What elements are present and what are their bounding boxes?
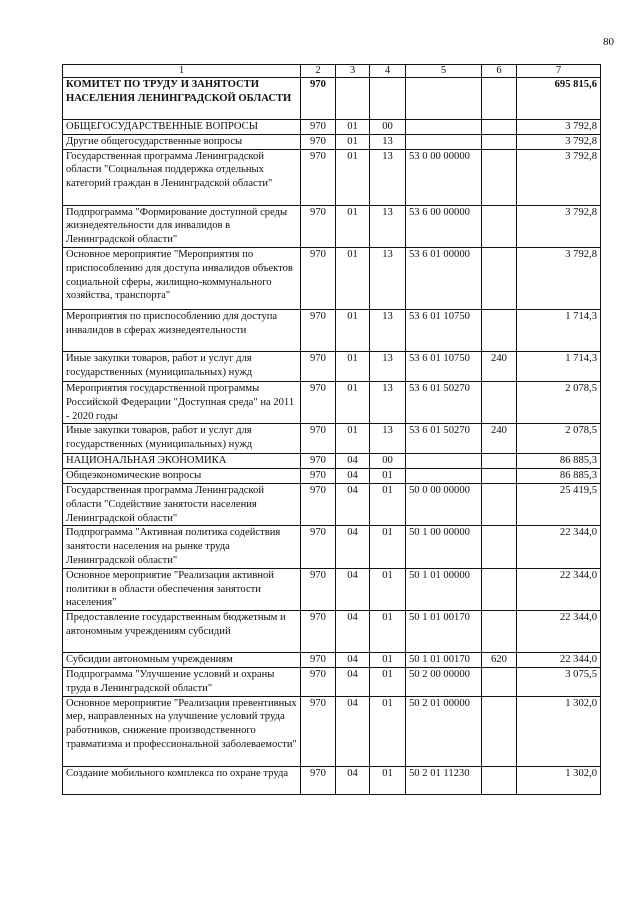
row-expense-type-cell [482,483,517,525]
table-row [63,149,601,205]
column-header: 5 [406,65,482,78]
row-expense-type-cell: 240 [482,424,517,454]
row-section-cell: 04 [336,653,370,668]
row-name-cell: Предоставление государственным бюджетным и автономным учреждениям субсидий [63,611,301,653]
row-section-cell: 01 [336,424,370,454]
row-expense-type-cell [482,696,517,766]
row-sum-cell: 3 792,8 [517,134,601,149]
row-grbs-cell: 970 [301,568,336,610]
row-name-cell: Государственная программа Ленинградской области "Социальная поддержка отдельных категорий граждан в Ленинградской области" [63,149,301,205]
budget-table [62,64,601,795]
row-name-cell: Иные закупки товаров, работ и услуг для государственных (муниципальных) нужд [63,424,301,454]
row-subsection-cell: 01 [370,667,406,696]
row-sum-cell: 1 302,0 [517,696,601,766]
row-expense-type-cell [482,247,517,309]
row-subsection-cell: 01 [370,568,406,610]
row-grbs-cell: 970 [301,469,336,484]
table-row [63,667,601,696]
table-row [63,120,601,135]
row-target-article-cell [406,120,482,135]
row-name-cell: Общеэкономические вопросы [63,469,301,484]
row-name-cell: Подпрограмма "Активная политика содействия занятости населения на рынке труда Ленинградской области" [63,526,301,568]
row-target-article-cell: 50 1 01 00170 [406,653,482,668]
table-row [63,568,601,610]
row-name-cell: Другие общегосударственные вопросы [63,134,301,149]
row-subsection-cell: 13 [370,351,406,381]
row-grbs-cell: 970 [301,134,336,149]
row-expense-type-cell [482,381,517,423]
row-section-cell: 04 [336,696,370,766]
row-target-article-cell: 50 2 01 11230 [406,766,482,794]
row-expense-type-cell [482,78,517,120]
column-header: 7 [517,65,601,78]
row-target-article-cell: 50 1 01 00170 [406,611,482,653]
row-expense-type-cell [482,766,517,794]
row-grbs-cell: 970 [301,611,336,653]
row-grbs-cell: 970 [301,667,336,696]
row-grbs-cell: 970 [301,766,336,794]
row-section-cell: 01 [336,205,370,247]
row-grbs-cell: 970 [301,424,336,454]
row-section-cell: 04 [336,454,370,469]
table-row [63,696,601,766]
table-row [63,351,601,381]
row-expense-type-cell [482,469,517,484]
row-expense-type-cell: 240 [482,351,517,381]
row-target-article-cell: 50 2 01 00000 [406,696,482,766]
table-row [63,766,601,794]
row-expense-type-cell: 620 [482,653,517,668]
column-number-row [63,65,601,78]
row-target-article-cell: 50 2 00 00000 [406,667,482,696]
row-name-cell: ОБЩЕГОСУДАРСТВЕННЫЕ ВОПРОСЫ [63,120,301,135]
row-subsection-cell: 13 [370,205,406,247]
table-row [63,611,601,653]
row-sum-cell: 86 885,3 [517,454,601,469]
row-grbs-cell: 970 [301,653,336,668]
row-grbs-cell: 970 [301,381,336,423]
row-section-cell: 04 [336,469,370,484]
column-header: 1 [63,65,301,78]
row-grbs-cell: 970 [301,454,336,469]
column-header: 6 [482,65,517,78]
row-subsection-cell: 00 [370,454,406,469]
row-target-article-cell [406,469,482,484]
row-target-article-cell [406,78,482,120]
row-sum-cell: 22 344,0 [517,526,601,568]
row-grbs-cell: 970 [301,120,336,135]
row-sum-cell: 25 419,5 [517,483,601,525]
row-target-article-cell: 53 6 01 00000 [406,247,482,309]
table-row [63,247,601,309]
table-row [63,205,601,247]
row-name-cell: Создание мобильного комплекса по охране труда [63,766,301,794]
row-name-cell: Иные закупки товаров, работ и услуг для государственных (муниципальных) нужд [63,351,301,381]
row-name-cell: Подпрограмма "Формирование доступной среды жизнедеятельности для инвалидов в Ленинградской области" [63,205,301,247]
row-sum-cell: 3 792,8 [517,247,601,309]
table-row [63,424,601,454]
column-header: 3 [336,65,370,78]
row-expense-type-cell [482,205,517,247]
row-sum-cell: 22 344,0 [517,611,601,653]
row-grbs-cell: 970 [301,205,336,247]
row-target-article-cell: 53 6 01 50270 [406,424,482,454]
row-name-cell: Основное мероприятие "Мероприятия по приспособлению для доступа инвалидов объектов социальной сферы, жилищно-коммунального хозяйства, транспорта" [63,247,301,309]
row-section-cell: 01 [336,381,370,423]
row-sum-cell: 695 815,6 [517,78,601,120]
row-grbs-cell: 970 [301,351,336,381]
row-name-cell: Субсидии автономным учреждениям [63,653,301,668]
row-section-cell: 01 [336,247,370,309]
table-body [63,78,601,795]
row-grbs-cell: 970 [301,309,336,351]
row-section-cell: 01 [336,309,370,351]
table-row [63,483,601,525]
row-grbs-cell: 970 [301,247,336,309]
row-section-cell: 04 [336,526,370,568]
row-subsection-cell: 01 [370,611,406,653]
row-sum-cell: 1 302,0 [517,766,601,794]
row-section-cell: 04 [336,667,370,696]
row-section-cell: 01 [336,351,370,381]
row-expense-type-cell [482,309,517,351]
row-target-article-cell: 53 6 01 10750 [406,309,482,351]
table-row [63,78,601,120]
row-subsection-cell: 01 [370,653,406,668]
row-subsection-cell: 13 [370,424,406,454]
row-subsection-cell: 13 [370,134,406,149]
row-name-cell: НАЦИОНАЛЬНАЯ ЭКОНОМИКА [63,454,301,469]
page-number: 80 [603,36,614,48]
row-sum-cell: 3 792,8 [517,120,601,135]
table-row [63,469,601,484]
row-section-cell: 01 [336,134,370,149]
row-grbs-cell: 970 [301,696,336,766]
row-sum-cell: 86 885,3 [517,469,601,484]
row-subsection-cell: 13 [370,247,406,309]
row-name-cell: Мероприятия государственной программы Российской Федерации "Доступная среда" на 2011 - 2020 годы [63,381,301,423]
row-section-cell [336,78,370,120]
table-row [63,526,601,568]
row-expense-type-cell [482,526,517,568]
row-name-cell: Подпрограмма "Улучшение условий и охраны труда в Ленинградской области" [63,667,301,696]
row-sum-cell: 2 078,5 [517,424,601,454]
row-sum-cell: 2 078,5 [517,381,601,423]
column-header: 4 [370,65,406,78]
row-name-cell: Государственная программа Ленинградской области "Содействие занятости населения Ленинградской области" [63,483,301,525]
row-grbs-cell: 970 [301,78,336,120]
row-expense-type-cell [482,134,517,149]
row-expense-type-cell [482,454,517,469]
row-sum-cell: 22 344,0 [517,653,601,668]
table-row [63,653,601,668]
row-sum-cell: 3 075,5 [517,667,601,696]
row-name-cell: Основное мероприятие "Реализация превентивных мер, направленных на улучшение условий труда работников, снижение производственного травматизма и профессиональной заболеваемости" [63,696,301,766]
row-grbs-cell: 970 [301,149,336,205]
row-section-cell: 04 [336,483,370,525]
row-section-cell: 01 [336,149,370,205]
table-row [63,134,601,149]
row-expense-type-cell [482,667,517,696]
row-grbs-cell: 970 [301,483,336,525]
row-sum-cell: 3 792,8 [517,205,601,247]
row-subsection-cell: 01 [370,469,406,484]
row-subsection-cell: 01 [370,696,406,766]
row-section-cell: 04 [336,568,370,610]
table-row [63,381,601,423]
row-grbs-cell: 970 [301,526,336,568]
row-subsection-cell: 01 [370,483,406,525]
row-name-cell: Основное мероприятие "Реализация активной политики в области обеспечения занятости населения" [63,568,301,610]
row-section-cell: 04 [336,611,370,653]
table-row [63,454,601,469]
row-target-article-cell [406,134,482,149]
row-subsection-cell: 13 [370,149,406,205]
row-target-article-cell: 50 1 00 00000 [406,526,482,568]
row-name-cell: Мероприятия по приспособлению для доступа инвалидов в сферах жизнедеятельности [63,309,301,351]
row-target-article-cell: 53 6 00 00000 [406,205,482,247]
table-row [63,309,601,351]
row-sum-cell: 22 344,0 [517,568,601,610]
row-target-article-cell: 50 0 00 00000 [406,483,482,525]
row-target-article-cell: 53 0 00 00000 [406,149,482,205]
row-sum-cell: 1 714,3 [517,309,601,351]
row-subsection-cell: 00 [370,120,406,135]
row-section-cell: 04 [336,766,370,794]
row-subsection-cell [370,78,406,120]
row-target-article-cell [406,454,482,469]
column-header: 2 [301,65,336,78]
row-sum-cell: 1 714,3 [517,351,601,381]
row-name-cell: КОМИТЕТ ПО ТРУДУ И ЗАНЯТОСТИ НАСЕЛЕНИЯ ЛЕНИНГРАДСКОЙ ОБЛАСТИ [63,78,301,120]
row-expense-type-cell [482,568,517,610]
row-section-cell: 01 [336,120,370,135]
row-subsection-cell: 01 [370,766,406,794]
row-target-article-cell: 53 6 01 50270 [406,381,482,423]
row-target-article-cell: 50 1 01 00000 [406,568,482,610]
row-subsection-cell: 13 [370,309,406,351]
row-expense-type-cell [482,149,517,205]
row-subsection-cell: 13 [370,381,406,423]
row-subsection-cell: 01 [370,526,406,568]
row-target-article-cell: 53 6 01 10750 [406,351,482,381]
row-expense-type-cell [482,611,517,653]
row-sum-cell: 3 792,8 [517,149,601,205]
row-expense-type-cell [482,120,517,135]
